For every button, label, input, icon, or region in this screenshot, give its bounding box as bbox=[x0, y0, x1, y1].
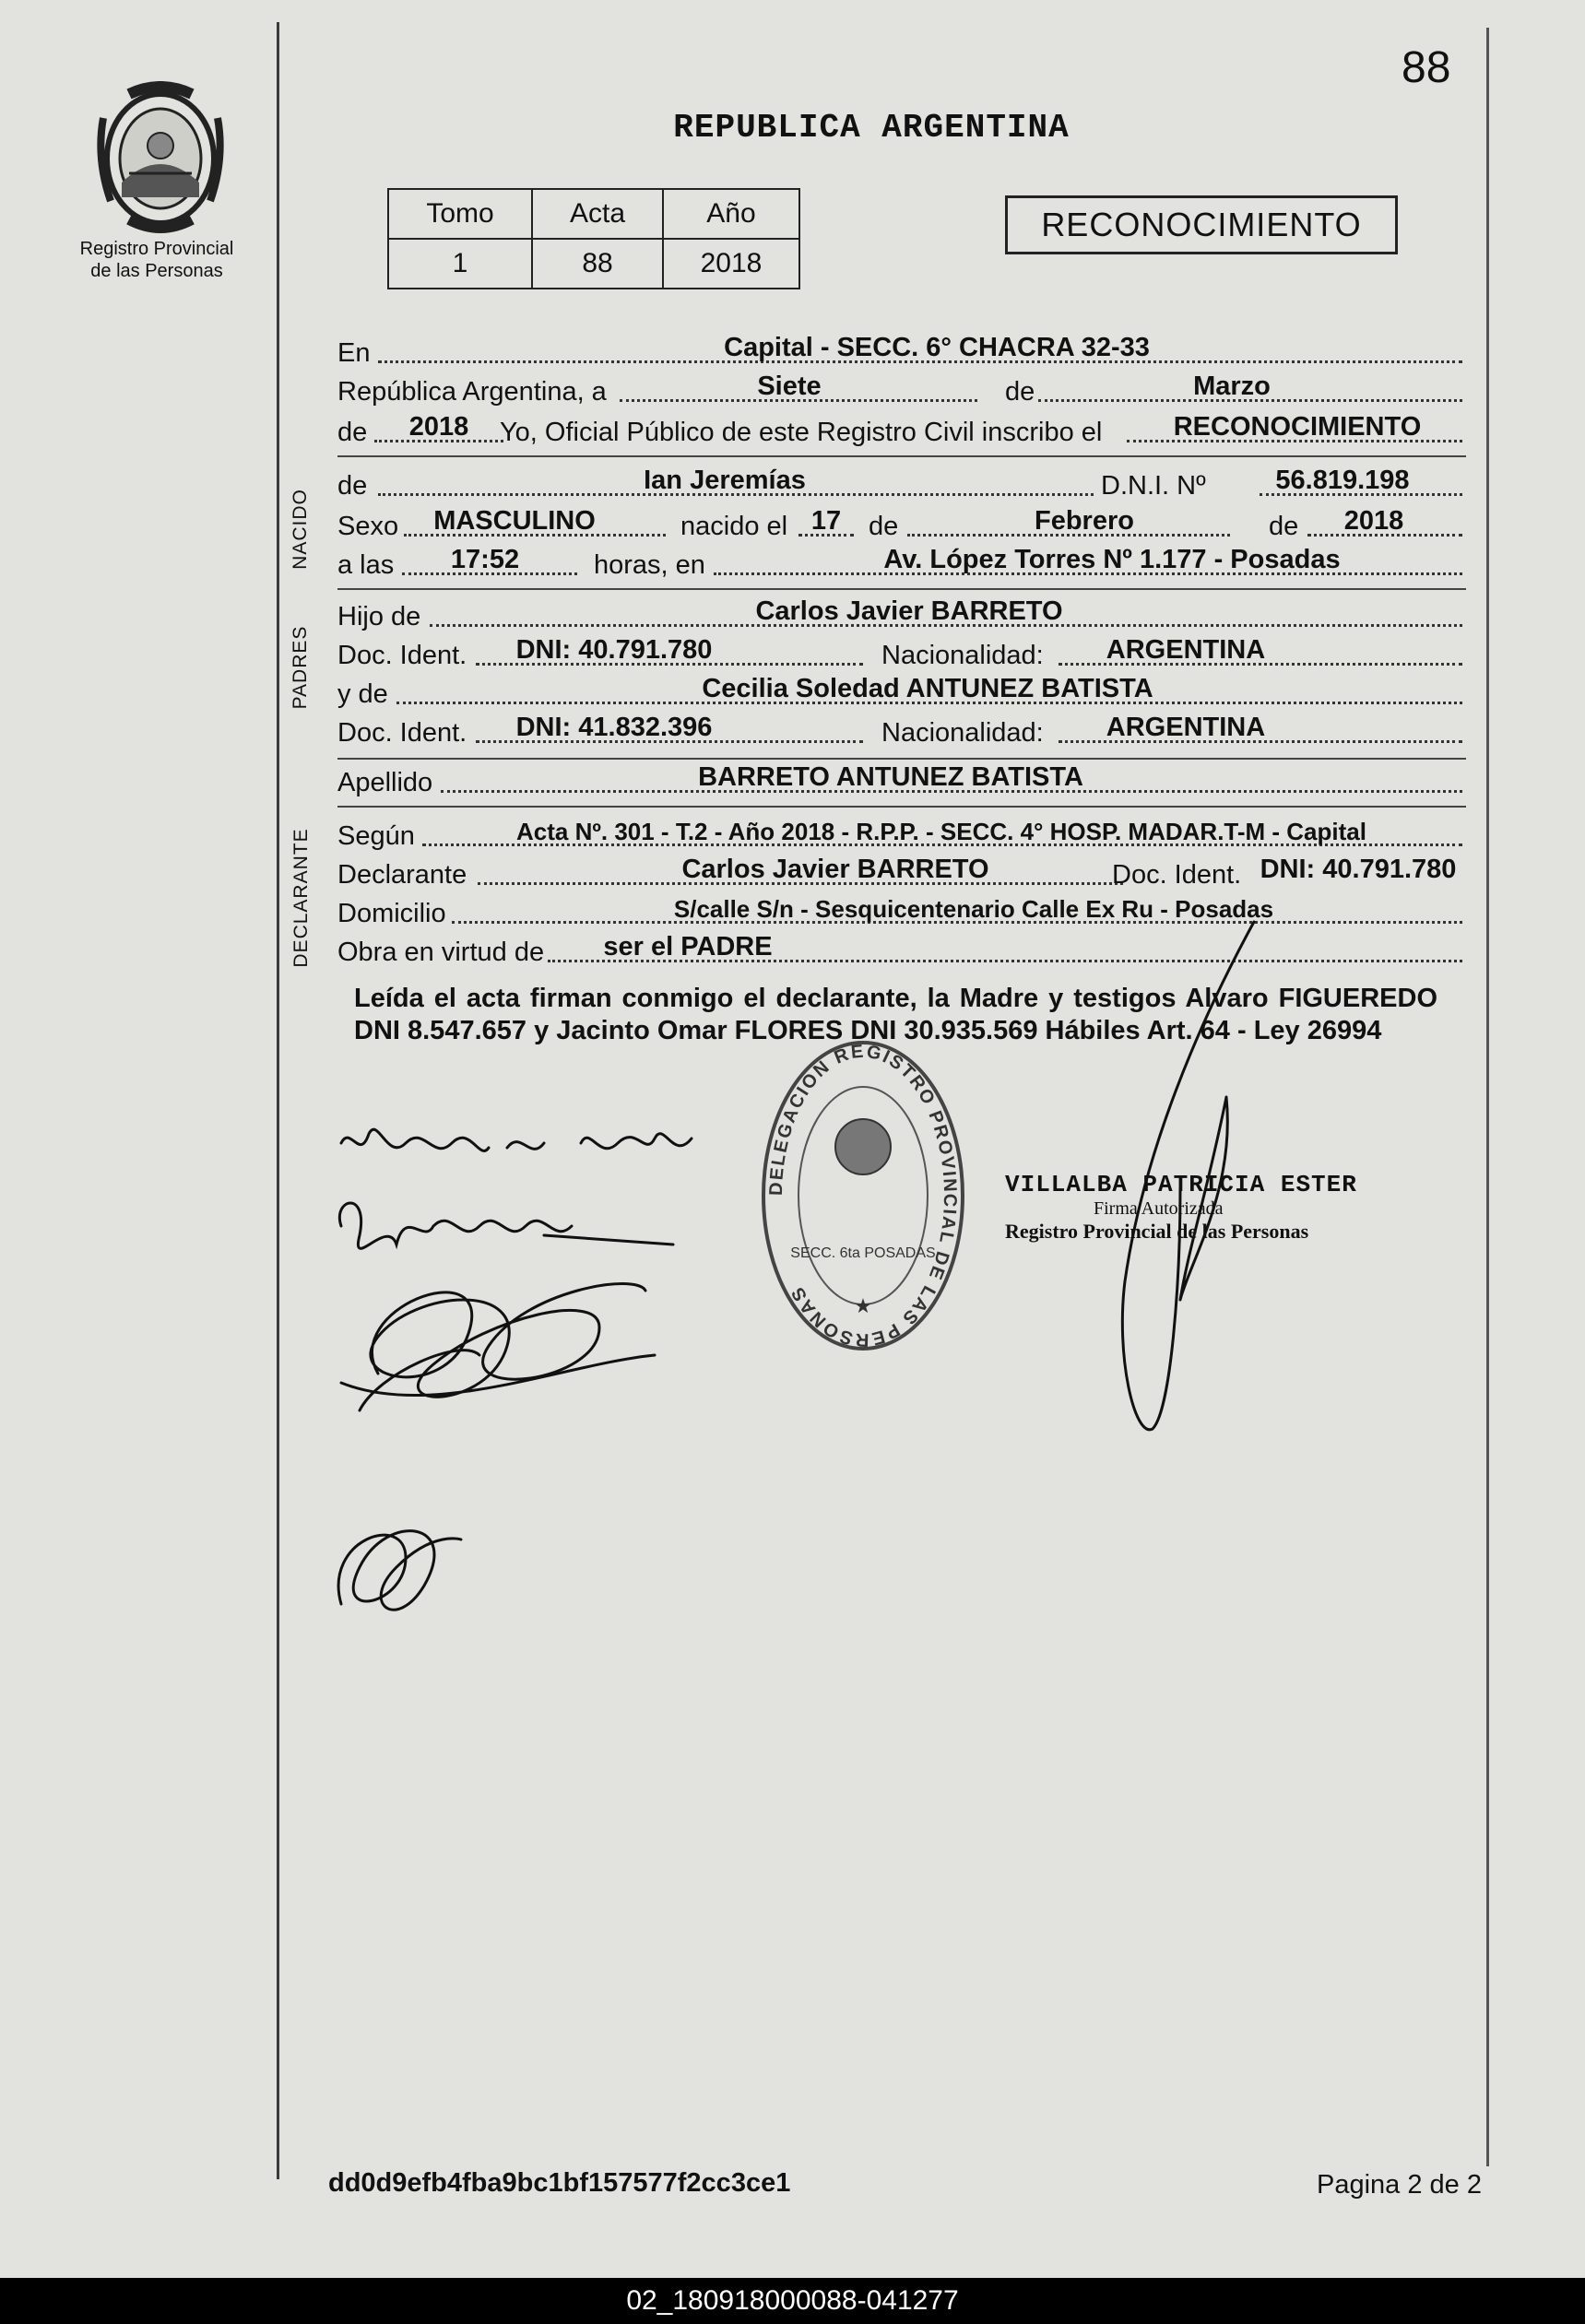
value-tomo: 1 bbox=[388, 239, 532, 289]
value-acta: 88 bbox=[532, 239, 663, 289]
label-doc-declarante: Doc. Ident. bbox=[1112, 860, 1242, 890]
label-hijo-de: Hijo de bbox=[337, 602, 421, 631]
row-fecha bbox=[337, 371, 1462, 409]
authority-role: Firma Autorizada bbox=[1094, 1198, 1224, 1219]
left-margin-line bbox=[277, 22, 279, 2179]
value-father-doc: DNI: 40.791.780 bbox=[515, 635, 713, 665]
side-label-declarante: DECLARANTE bbox=[290, 828, 312, 968]
authority-signature bbox=[1088, 913, 1272, 1452]
separator-4 bbox=[337, 806, 1466, 808]
label-obra: Obra en virtud de bbox=[337, 938, 545, 967]
value-name: Ian Jeremías bbox=[644, 466, 806, 495]
page-number: 88 bbox=[1402, 43, 1451, 92]
row-padre bbox=[337, 596, 1462, 634]
label-y-de: y de bbox=[337, 679, 388, 709]
label-de-5: de bbox=[1269, 512, 1299, 541]
row-segun bbox=[337, 815, 1462, 854]
header-acta: Acta bbox=[532, 189, 663, 239]
scan-id-bar: 02_180918000088-041277 bbox=[0, 2278, 1585, 2324]
label-de-2: de bbox=[337, 418, 368, 447]
value-mother-doc: DNI: 41.832.396 bbox=[515, 713, 713, 742]
label-doc-padre: Doc. Ident. bbox=[337, 641, 467, 670]
value-anio: 2018 bbox=[663, 239, 799, 289]
side-label-padres: PADRES bbox=[290, 625, 311, 710]
row-apellido bbox=[337, 761, 1462, 800]
label-de-3: de bbox=[337, 471, 368, 501]
value-declarante: Carlos Javier BARRETO bbox=[681, 855, 989, 884]
label-dni: D.N.I. Nº bbox=[1101, 471, 1206, 501]
value-inscribo: RECONOCIMIENTO bbox=[1173, 412, 1422, 442]
province-seal-logo bbox=[92, 81, 229, 236]
value-birth-day: 17 bbox=[810, 506, 842, 536]
row-sexo bbox=[337, 505, 1462, 544]
round-stamp-outer-text: DELEGACION REGISTRO PROVINCIAL DE LAS PERSONAS bbox=[765, 1041, 961, 1351]
label-en: En bbox=[337, 338, 371, 368]
authority-name: VILLALBA PATRICIA ESTER bbox=[1005, 1171, 1357, 1198]
label-doc-madre: Doc. Ident. bbox=[337, 718, 467, 748]
label-horas-en: horas, en bbox=[594, 550, 705, 580]
value-time: 17:52 bbox=[450, 545, 520, 574]
row-domicilio bbox=[337, 892, 1462, 931]
label-nac-madre: Nacionalidad: bbox=[881, 718, 1044, 748]
value-mother-nat: ARGENTINA bbox=[1106, 713, 1266, 742]
document-title: REPUBLICA ARGENTINA bbox=[673, 109, 1070, 147]
row-padre-doc bbox=[337, 634, 1462, 673]
document-hash: dd0d9efb4fba9bc1bf157577f2cc3ce1 bbox=[328, 2168, 791, 2198]
row-declarante bbox=[337, 854, 1462, 892]
header-tomo: Tomo bbox=[388, 189, 532, 239]
value-day: Siete bbox=[757, 372, 822, 401]
value-birth-month: Febrero bbox=[1035, 506, 1134, 536]
label-declarante: Declarante bbox=[337, 860, 467, 890]
label-nac-padre: Nacionalidad: bbox=[881, 641, 1044, 670]
separator-3 bbox=[337, 758, 1466, 760]
label-oficial: Yo, Oficial Público de este Registro Civil inscribo el bbox=[500, 418, 1103, 447]
value-birth-year: 2018 bbox=[1343, 506, 1404, 536]
value-father: Carlos Javier BARRETO bbox=[755, 596, 1063, 626]
label-nacido-el: nacido el bbox=[680, 512, 788, 541]
value-sexo: MASCULINO bbox=[433, 506, 596, 536]
pagination: Pagina 2 de 2 bbox=[1317, 2170, 1482, 2200]
label-de-4: de bbox=[869, 512, 899, 541]
label-domicilio: Domicilio bbox=[337, 899, 446, 928]
seal-caption-line-1: Registro Provincial bbox=[79, 239, 234, 259]
registry-value-row bbox=[388, 239, 799, 289]
row-madre bbox=[337, 673, 1462, 712]
document-type-box: RECONOCIMIENTO bbox=[1005, 195, 1398, 254]
registry-header-row bbox=[388, 189, 799, 239]
label-sexo: Sexo bbox=[337, 512, 399, 541]
value-segun: Acta Nº. 301 - T.2 - Año 2018 - R.P.P. - SECC. 4° HOSP. MADAR.T-M - Capital bbox=[516, 818, 1366, 845]
row-madre-doc bbox=[337, 712, 1462, 750]
value-domicilio: S/calle S/n - Sesquicentenario Calle Ex Ru - Posadas bbox=[673, 895, 1274, 923]
row-hora bbox=[337, 544, 1462, 583]
label-a-las: a las bbox=[337, 550, 395, 580]
label-apellido: Apellido bbox=[337, 768, 433, 797]
value-mother: Cecilia Soledad ANTUNEZ BATISTA bbox=[702, 674, 1153, 703]
label-republica: República Argentina, a bbox=[337, 377, 607, 407]
value-en: Capital - SECC. 6° CHACRA 32-33 bbox=[724, 333, 1150, 362]
row-obra bbox=[337, 931, 1462, 970]
registry-table bbox=[387, 188, 800, 289]
star-icon: ★ bbox=[854, 1295, 872, 1318]
value-place: Av. López Torres Nº 1.177 - Posadas bbox=[883, 545, 1341, 574]
label-de-1: de bbox=[1005, 377, 1035, 407]
value-obra: ser el PADRE bbox=[603, 932, 773, 961]
signatures-handwritten bbox=[323, 1106, 802, 1646]
right-margin-line bbox=[1486, 28, 1489, 2166]
separator-1 bbox=[337, 455, 1466, 457]
side-label-nacido: NACIDO bbox=[290, 489, 311, 570]
value-father-nat: ARGENTINA bbox=[1106, 635, 1266, 665]
value-month: Marzo bbox=[1193, 372, 1271, 401]
label-segun: Según bbox=[337, 821, 415, 851]
value-dni: 56.819.198 bbox=[1275, 466, 1410, 495]
row-nombre bbox=[337, 465, 1462, 503]
seal-caption bbox=[65, 238, 249, 282]
separator-2 bbox=[337, 588, 1466, 590]
row-en bbox=[337, 332, 1462, 371]
value-declarante-doc: DNI: 40.791.780 bbox=[1260, 855, 1457, 884]
round-stamp-inner-text: SECC. 6ta POSADAS bbox=[790, 1245, 936, 1261]
header-anio: Año bbox=[663, 189, 799, 239]
authority-office: Registro Provincial de las Personas bbox=[1005, 1220, 1309, 1243]
row-inscripcion bbox=[337, 411, 1462, 450]
value-apellido: BARRETO ANTUNEZ BATISTA bbox=[698, 762, 1083, 792]
seal-caption-line-2: de las Personas bbox=[90, 261, 223, 281]
value-year: 2018 bbox=[408, 412, 469, 442]
reading-paragraph: Leída el acta firman conmigo el declarante, la Madre y testigos Alvaro FIGUEREDO DNI 8.547.657 y Jacinto Omar FLORES DNI 30.935.569 Hábiles Art. 64 - Ley 26994 bbox=[354, 984, 1437, 1045]
